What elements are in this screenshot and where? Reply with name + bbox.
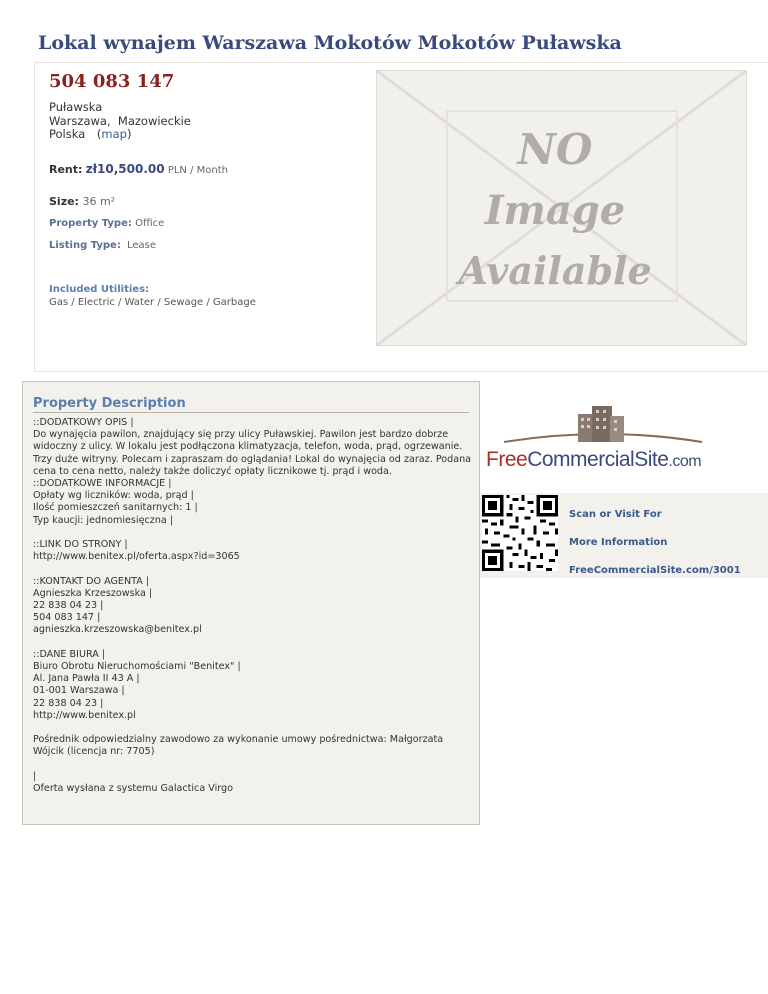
- brand-logo-text: [486, 448, 701, 472]
- description-heading: Property Description: [33, 396, 469, 413]
- scan-line-1: Scan or Visit For: [569, 509, 662, 520]
- size-field: [49, 195, 115, 208]
- no-image-line3: Available: [458, 248, 652, 293]
- property-type-label: Property Type:: [49, 218, 132, 229]
- property-type-field: [49, 218, 164, 229]
- listing-type-value: Lease: [127, 240, 157, 251]
- rent-value: zł10,500.00: [85, 162, 165, 176]
- scan-line-3[interactable]: FreeCommercialSite.com/3001: [569, 565, 741, 576]
- address-city-region: Warszawa, Mazowieckie: [49, 113, 191, 128]
- map-link[interactable]: map: [101, 127, 127, 141]
- address-country-line: [49, 128, 191, 142]
- no-image-line1: NO: [517, 125, 593, 174]
- rent-field: [49, 162, 228, 176]
- listing-type-field: [49, 240, 156, 251]
- brand-part2: CommercialSite: [527, 448, 669, 471]
- utilities-value: Gas / Electric / Water / Sewage / Garbage: [49, 297, 256, 308]
- address-country: Polska: [49, 127, 86, 141]
- qr-code-icon[interactable]: [482, 495, 558, 571]
- brand-part1: Free: [486, 448, 528, 471]
- no-image-placeholder: [376, 70, 747, 346]
- page-title: Lokal wynajem Warszawa Mokotów Mokotów Puławska: [38, 32, 622, 54]
- scan-line-2: More Information: [569, 537, 668, 548]
- property-description-panel: [22, 381, 480, 825]
- contact-phone: 504 083 147: [49, 71, 175, 92]
- size-label: Size:: [49, 195, 79, 208]
- property-type-value: Office: [135, 218, 165, 229]
- map-link-wrapper: (map): [96, 127, 132, 141]
- address-block: [49, 101, 191, 142]
- brand-part3: .com: [668, 453, 702, 470]
- size-value: 36 m²: [82, 195, 116, 208]
- description-body: ::DODATKOWY OPIS | Do wynajęcia pawilon, znajdujący się przy ulicy Puławskiej. Pawilon jest bardzo dobrze widoczny z ulicy. W lokalu jest podłączona klimatyzacja, telefon, woda, prąd, ogrzewanie. Trzy duże witryny. Polecam i zapraszam do oglądania! Lokal do wynajęcia od zaraz. Podana cena to cena netto, należy także doliczyć opłaty licznikowe tj. prąd i woda. ::DODATKOWE INFORMACJE | Opłaty wg liczników: woda, prąd | Ilość pomieszczeń sanitarnych: 1 | Typ kaucji: jednomiesięczna | ::LINK DO STRONY | http://www.benitex.pl/oferta.aspx?id=3065 ::KONTAKT DO AGENTA | Agnieszka Krzeszowska | 22 838 04 23 | 504 083 147 | agnieszka.krzeszowska@benitex.pl ::DANE BIURA | Biuro Obrotu Nieruchomościami "Benitex" | Al. Jana Pawła II 43 A | 01-001 Warszawa | 22 838 04 23 | http://www.benitex.pl Pośrednik odpowiedzialny zawodowo za wykonanie umowy pośrednictwa: Małgorzata Wójcik (licencja nr: 7705) | Oferta wysłana z systemu Galactica Virgo: [33, 417, 472, 795]
- utilities-label: Included Utilities:: [49, 284, 150, 295]
- rent-label: Rent:: [49, 163, 83, 176]
- rent-unit: PLN / Month: [167, 165, 228, 176]
- listing-type-label: Listing Type:: [49, 240, 121, 251]
- listing-summary-panel: [34, 62, 768, 372]
- listing-details: [35, 63, 373, 371]
- no-image-line2: Image: [484, 187, 626, 234]
- no-image-placeholder-icon: [377, 71, 746, 345]
- address-street: Puławska: [49, 100, 103, 114]
